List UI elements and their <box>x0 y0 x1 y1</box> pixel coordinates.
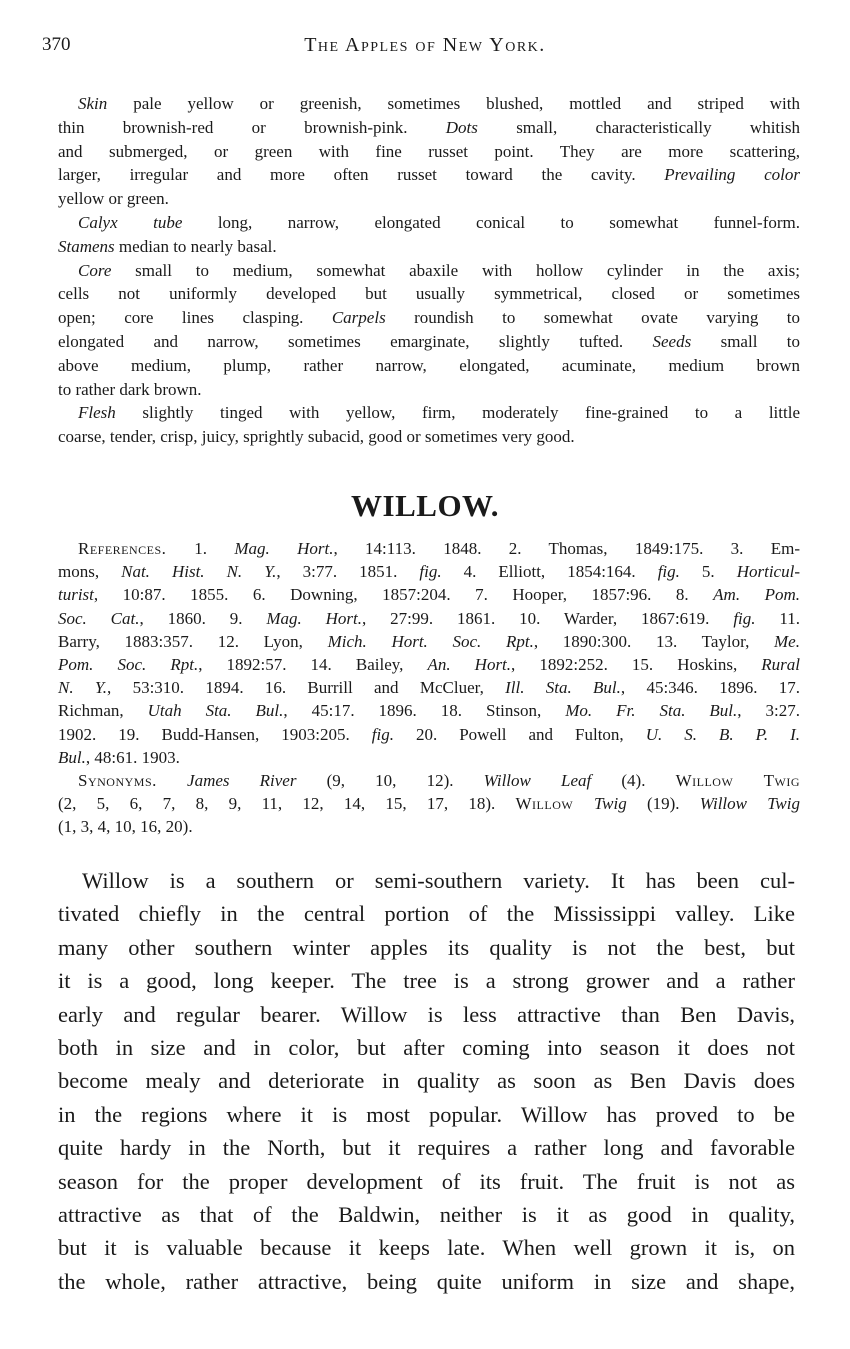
text-run: (1, 3, 4, 10, 16, 20). <box>58 817 193 837</box>
italic-term: N. Y. <box>58 678 108 698</box>
text-line <box>58 560 800 583</box>
text-run: slightly tinged with yellow, firm, moderately fine-grained to a little <box>142 403 800 423</box>
text-run: mons, <box>58 562 122 582</box>
text-run: small, characteristically whitish <box>516 117 800 137</box>
italic-term: Skin <box>78 94 134 113</box>
italic-term: Me. <box>774 631 800 651</box>
italic-term: Calyx tube <box>78 212 218 232</box>
italic-term: Carpels <box>331 308 415 328</box>
text-run: early and regular bearer. Willow is less attractive than Ben Davis, <box>58 1001 795 1027</box>
body-text <box>58 864 795 1298</box>
text-run: 1. <box>194 539 235 558</box>
text-line <box>58 583 800 606</box>
running-head: The Apples of New York. <box>304 34 546 56</box>
italic-term: Dots <box>445 117 517 137</box>
text-line <box>58 282 800 306</box>
small-caps-term: Willow Twig <box>675 770 800 790</box>
text-line <box>58 92 800 116</box>
text-run: 5. <box>679 562 737 582</box>
text-run: median to nearly basal. <box>118 236 277 256</box>
text-run: yellow or green. <box>58 189 169 209</box>
text-run: Barry, 1883:357. 12. Lyon, <box>58 631 328 651</box>
italic-term: fig. <box>419 562 442 582</box>
italic-term: Ill. Sta. Bul. <box>505 678 621 698</box>
text-run: coarse, tender, crisp, juicy, sprightly subacid, good or sometimes very good. <box>58 427 575 447</box>
text-run: cells not uniformly developed but usually symmetrical, closed or sometimes <box>58 284 800 304</box>
text-run: 4. Elliott, 1854:164. <box>441 562 658 582</box>
italic-term: Soc. Cat. <box>58 608 140 628</box>
text-line <box>58 401 800 425</box>
italic-term: fig. <box>371 724 394 744</box>
italic-term: turist <box>58 585 94 605</box>
text-line <box>58 630 800 653</box>
text-run: (9, 10, 12). <box>296 770 484 790</box>
text-line <box>58 116 800 140</box>
italic-term: Willow Twig <box>699 794 800 814</box>
small-caps-term: References. <box>78 539 195 558</box>
text-line <box>58 1265 795 1298</box>
references-and-synonyms <box>58 537 800 838</box>
text-line <box>58 1131 795 1164</box>
italic-term: Mich. Hort. Soc. Rpt. <box>327 631 534 651</box>
text-run: elongated and narrow, sometimes emarginate, slightly tufted. <box>58 331 653 351</box>
text-run: to rather dark brown. <box>58 379 202 399</box>
text-line <box>58 1031 795 1064</box>
italic-term: Utah Sta. Bul. <box>147 701 284 721</box>
text-run: , 48:61. 1903. <box>85 747 180 767</box>
text-run: pale yellow or greenish, sometimes blushed, mottled and striped with <box>133 94 800 113</box>
text-run: it is a good, long keeper. The tree is a strong grower and a rather <box>58 968 795 994</box>
text-run: but it is valuable because it keeps late. When well grown it is, on <box>58 1235 795 1261</box>
text-line <box>58 211 800 235</box>
italic-term: Am. Pom. <box>713 585 800 605</box>
text-line <box>58 1064 795 1097</box>
text-line <box>58 1098 795 1131</box>
text-line <box>58 425 800 449</box>
italic-term: U. S. B. P. I. <box>645 724 800 744</box>
text-run: (4). <box>591 770 676 790</box>
text-run: , 53:310. 1894. 16. Burrill and McCluer, <box>107 678 506 698</box>
text-run: tivated chiefly in the central portion of the Mississippi valley. Like <box>58 901 795 927</box>
text-line <box>58 792 800 815</box>
text-run: long, narrow, elongated conical to somewhat funnel-form. <box>217 212 801 232</box>
page-number: 370 <box>42 34 71 55</box>
text-run: roundish to somewhat ovate varying to <box>414 308 801 328</box>
text-line <box>58 723 800 746</box>
italic-term: Core <box>78 260 136 280</box>
text-line <box>58 330 800 354</box>
italic-term: Seeds <box>652 331 721 351</box>
text-line <box>58 931 795 964</box>
text-line <box>58 769 800 792</box>
italic-term: Mag. Hort. <box>234 539 334 558</box>
text-line <box>58 699 800 722</box>
text-line <box>58 1198 795 1231</box>
text-run: small to medium, somewhat abaxile with hollow cylinder in the axis; <box>135 260 801 280</box>
italic-term: Prevailing color <box>664 165 800 185</box>
text-run: , 1892:252. 15. Hoskins, <box>511 654 762 674</box>
italic-term: Nat. Hist. N. Y. <box>121 562 277 582</box>
text-run: 20. Powell and Fulton, <box>393 724 646 744</box>
text-run: Richman, <box>58 701 148 721</box>
text-run: , 27:99. 1861. 10. Warder, 1867:619. <box>362 608 734 628</box>
text-line <box>58 998 795 1031</box>
text-run: many other southern winter apples its quality is not the best, but <box>58 934 795 960</box>
text-run: larger, irregular and more often russet toward the cavity. <box>58 165 665 185</box>
italic-term: fig. <box>733 608 756 628</box>
text-line <box>58 537 800 560</box>
text-run: small to <box>720 331 801 351</box>
text-run: , 3:77. 1851. <box>276 562 420 582</box>
italic-term: An. Hort. <box>427 654 512 674</box>
fruit-description <box>58 92 800 449</box>
text-run: (2, 5, 6, 7, 8, 9, 11, 12, 14, 15, 17, 18). <box>58 794 516 814</box>
text-run: , 14:113. 1848. 2. Thomas, 1849:175. 3. Em- <box>333 539 801 558</box>
text-run: season for the proper development of its fruit. The fruit is not as <box>58 1168 795 1194</box>
text-line <box>58 140 800 164</box>
small-caps-term: Willow <box>515 794 594 814</box>
text-run: both in size and in color, but after coming into season it does not <box>58 1034 795 1060</box>
italic-term: James River <box>187 770 297 790</box>
italic-term: Twig <box>593 794 627 814</box>
text-line <box>58 864 795 897</box>
text-run: , 45:346. 1896. 17. <box>620 678 800 698</box>
text-run: above medium, plump, rather narrow, elongated, acuminate, medium brown <box>58 355 800 375</box>
text-line <box>58 964 795 997</box>
italic-term: Horticul- <box>736 562 800 582</box>
text-run: open; core lines clasping. <box>58 308 332 328</box>
text-run <box>157 771 187 790</box>
italic-term: Willow Leaf <box>483 770 592 790</box>
text-line <box>58 306 800 330</box>
text-line <box>58 653 800 676</box>
text-run: 11. <box>755 608 801 628</box>
italic-term: Bul. <box>58 747 86 767</box>
text-line <box>58 163 800 187</box>
italic-term: Mag. Hort. <box>266 608 363 628</box>
text-run: , 3:27. <box>737 701 800 721</box>
text-line <box>58 354 800 378</box>
text-run: , 1892:57. 14. Bailey, <box>198 654 428 674</box>
section-title: WILLOW. <box>351 488 499 523</box>
text-line <box>58 676 800 699</box>
text-line <box>58 378 800 402</box>
text-line <box>58 259 800 283</box>
text-line <box>58 235 800 259</box>
text-line <box>58 1165 795 1198</box>
text-run: , 1890:300. 13. Taylor, <box>533 631 775 651</box>
small-caps-term: Synonyms. <box>78 770 157 790</box>
text-line <box>58 897 795 930</box>
text-line <box>58 607 800 630</box>
italic-term: Stamens <box>58 236 119 256</box>
italic-term: Rural <box>761 654 800 674</box>
text-run: (19). <box>626 794 700 814</box>
text-run: , 1860. 9. <box>139 608 267 628</box>
text-line <box>58 187 800 211</box>
text-line <box>58 746 800 769</box>
italic-term: Mo. Fr. Sta. Bul. <box>565 701 738 721</box>
text-run: attractive as that of the Baldwin, neither is it as good in quality, <box>58 1201 795 1227</box>
text-line <box>58 1231 795 1264</box>
text-run: Willow is a southern or semi-southern variety. It has been cul- <box>82 868 795 893</box>
text-run: and submerged, or green with fine russet point. They are more scattering, <box>58 141 800 161</box>
italic-term: Pom. Soc. Rpt. <box>58 654 199 674</box>
text-run: 1902. 19. Budd-Hansen, 1903:205. <box>58 724 372 744</box>
text-line <box>58 815 800 838</box>
italic-term: fig. <box>657 562 680 582</box>
text-run: quite hardy in the North, but it requires a rather long and favorable <box>58 1135 795 1161</box>
text-run: become mealy and deteriorate in quality as soon as Ben Davis does <box>58 1068 795 1094</box>
text-run: , 45:17. 1896. 18. Stinson, <box>283 701 566 721</box>
text-run: , 10:87. 1855. 6. Downing, 1857:204. 7. Hooper, 1857:96. 8. <box>93 585 714 605</box>
text-run: the whole, rather attractive, being quite uniform in size and shape, <box>58 1268 795 1294</box>
italic-term: Flesh <box>78 403 143 423</box>
text-run: thin brownish-red or brownish-pink. <box>58 117 446 137</box>
text-run: in the regions where it is most popular. Willow has proved to be <box>58 1101 795 1127</box>
